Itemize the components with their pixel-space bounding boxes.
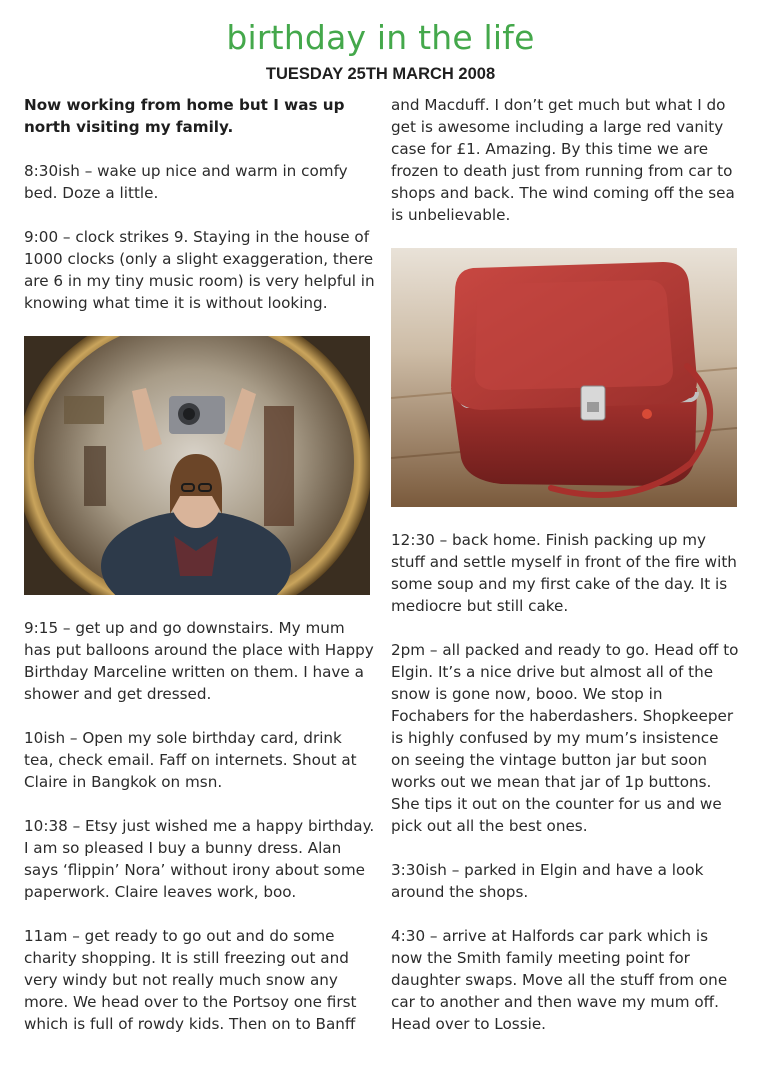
entry-1038: 10:38 – Etsy just wished me a happy birthday. I am so pleased I buy a bunny dress. Alan says ‘flippin’ Nora’ without irony about some paperwork. Claire leaves work, boo. xyxy=(24,817,375,901)
entry-330ish: 3:30ish – parked in Elgin and have a look around the shops. xyxy=(391,861,704,901)
vanity-case-photo xyxy=(391,248,737,507)
entry-0915: 9:15 – get up and go downstairs. My mum has put balloons around the place with Happy Birthday Marceline written on them. I have a shower and get dressed. xyxy=(24,619,374,703)
entry-10ish: 10ish – Open my sole birthday card, drink tea, check email. Faff on internets. Shout at Claire in Bangkok on msn. xyxy=(24,729,357,791)
entry-macduff: and Macduff. I don’t get much but what I do get is awesome including a large red vanity case for £1. Amazing. By this time we are frozen to death just from running from car to shops and back. The wind coming off the sea is unbelievable. xyxy=(391,96,735,224)
entry-0900: 9:00 – clock strikes 9. Staying in the house of 1000 clocks (only a slight exaggeration, there are 6 in my tiny music room) is very helpful in knowing what time it is without looking. xyxy=(24,228,375,312)
right-column xyxy=(391,94,739,1057)
mirror-selfie-illustration xyxy=(24,336,370,595)
left-column xyxy=(24,94,376,1057)
entry-2pm: 2pm – all packed and ready to go. Head off to Elgin. It’s a nice drive but almost all of the snow is gone now, booo. We stop in Fochabers for the haberdashers. Shopkeeper is highly confused by my mum’s insistence on seeing the vintage button jar but soon works out we mean that jar of 1p buttons. She tips it out on the counter for us and we pick out all the best ones. xyxy=(391,641,739,835)
intro-paragraph: Now working from home but I was up north visiting my family. xyxy=(24,96,345,136)
entry-11am: 11am – get ready to go out and do some charity shopping. It is still freezing out and very windy but not really much snow any more. We head over to the Portsoy one first which is full of rowdy kids. Then on to Banff xyxy=(24,927,357,1033)
page-title: birthday in the life xyxy=(226,18,535,57)
entry-1230: 12:30 – back home. Finish packing up my stuff and settle myself in front of the fire with some soup and my first cake of the day. It is mediocre but still cake. xyxy=(391,531,737,615)
entry-0830: 8:30ish – wake up nice and warm in comfy bed. Doze a little. xyxy=(24,162,348,202)
vanity-case-illustration xyxy=(391,248,737,507)
entry-430: 4:30 – arrive at Halfords car park which is now the Smith family meeting point for daughter swaps. Move all the stuff from one car to another and then wave my mum off. Head over to Lossie. xyxy=(391,927,728,1033)
mirror-selfie-photo xyxy=(24,336,370,595)
page-date: TUESDAY 25TH MARCH 2008 xyxy=(265,65,496,83)
